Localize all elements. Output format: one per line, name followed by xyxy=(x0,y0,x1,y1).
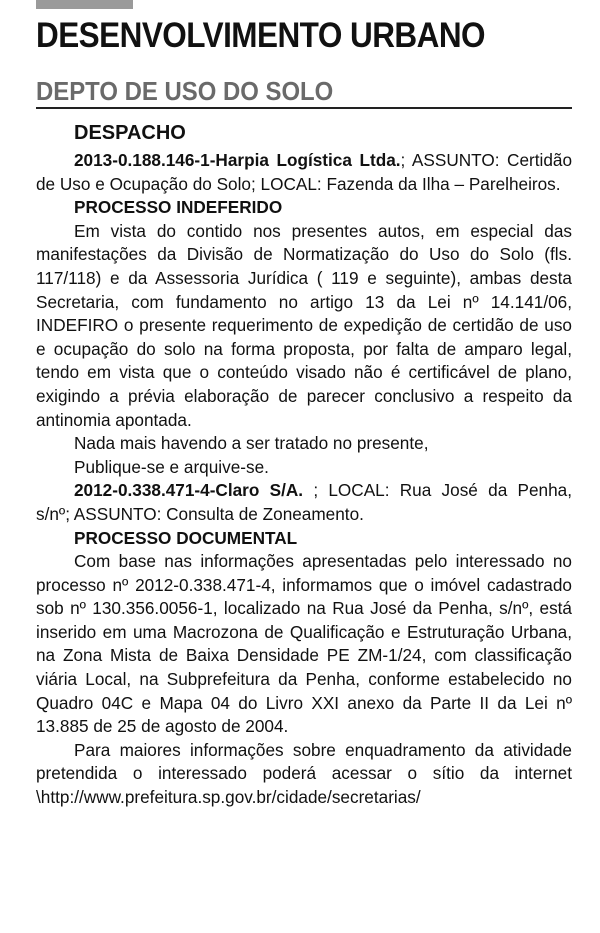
document-body xyxy=(36,120,572,810)
entry-harpia-process-id: 2013-0.188.146-1-Harpia Logística Ltda. xyxy=(74,150,401,170)
entry-claro-details: ; LOCAL: Rua José da Penha, s/nº; ASSUNTO: Consulta de Zoneamento. xyxy=(36,480,572,524)
paragraph-documental: Com base nas informações apresentadas pelo interessado no processo nº 2012-0.338.471-4, informamos que o imóvel cadastrado sob nº 130.356.0056-1, localizado na Rua José da Penha, s/nº, está inserido em uma Macrozona de Qualificação e Estruturação Urbana, na Zona Mista de Baixa Densidade PE ZM-1/24, com classificação viária Local, na Subprefeitura da Penha, conforme estabelecido no Quadro 04C e Mapa 04 do Livro XXI anexo da Parte II da Lei nº 13.885 de 25 de agosto de 2004. xyxy=(36,551,572,737)
section-title: DESENVOLVIMENTO URBANO xyxy=(36,16,486,55)
subsection-title: DEPTO DE USO DO SOLO xyxy=(36,76,334,106)
despacho-heading: DESPACHO xyxy=(74,122,186,144)
entry-claro xyxy=(36,479,572,526)
entry-claro-process-id: 2012-0.338.471-4-Claro S/A. xyxy=(74,480,304,501)
line-nada-mais: Nada mais havendo a ser tratado no presente, xyxy=(74,433,429,454)
heading-processo-indeferido: PROCESSO INDEFERIDO xyxy=(74,197,283,218)
paragraph-final: Para maiores informações sobre enquadramento da atividade pretendida o interessado poderá acessar o sítio da internet \http://www.prefeitura.sp.gov.br/cidade/secretarias/ xyxy=(36,739,572,808)
subsection-header xyxy=(36,76,572,109)
heading-processo-documental: PROCESSO DOCUMENTAL xyxy=(74,527,298,548)
top-rule-bar xyxy=(36,0,133,9)
line-publique: Publique-se e arquive-se. xyxy=(74,456,269,477)
entry-harpia xyxy=(36,149,572,196)
entry-harpia-details: ; ASSUNTO: Certidão de Uso e Ocupação do Solo; LOCAL: Fazenda da Ilha – Parelheiros. xyxy=(36,150,572,194)
paragraph-indeferido: Em vista do contido nos presentes autos, em especial das manifestações da Divisão de Normatização do Uso do Solo (fls. 117/118) e da Assessoria Jurídica ( 119 e seguinte), ambas desta Secretaria, com fundamento no artigo 13 da Lei nº 14.141/06, INDEFIRO o presente requerimento de expedição de certidão de uso e ocupação do solo na forma proposta, por falta de amparo legal, tendo em vista que o conteúdo visado não é certificável de plano, exigindo a prévia elaboração de parecer conclusivo a respeito da antinomia apontada. xyxy=(36,220,572,430)
